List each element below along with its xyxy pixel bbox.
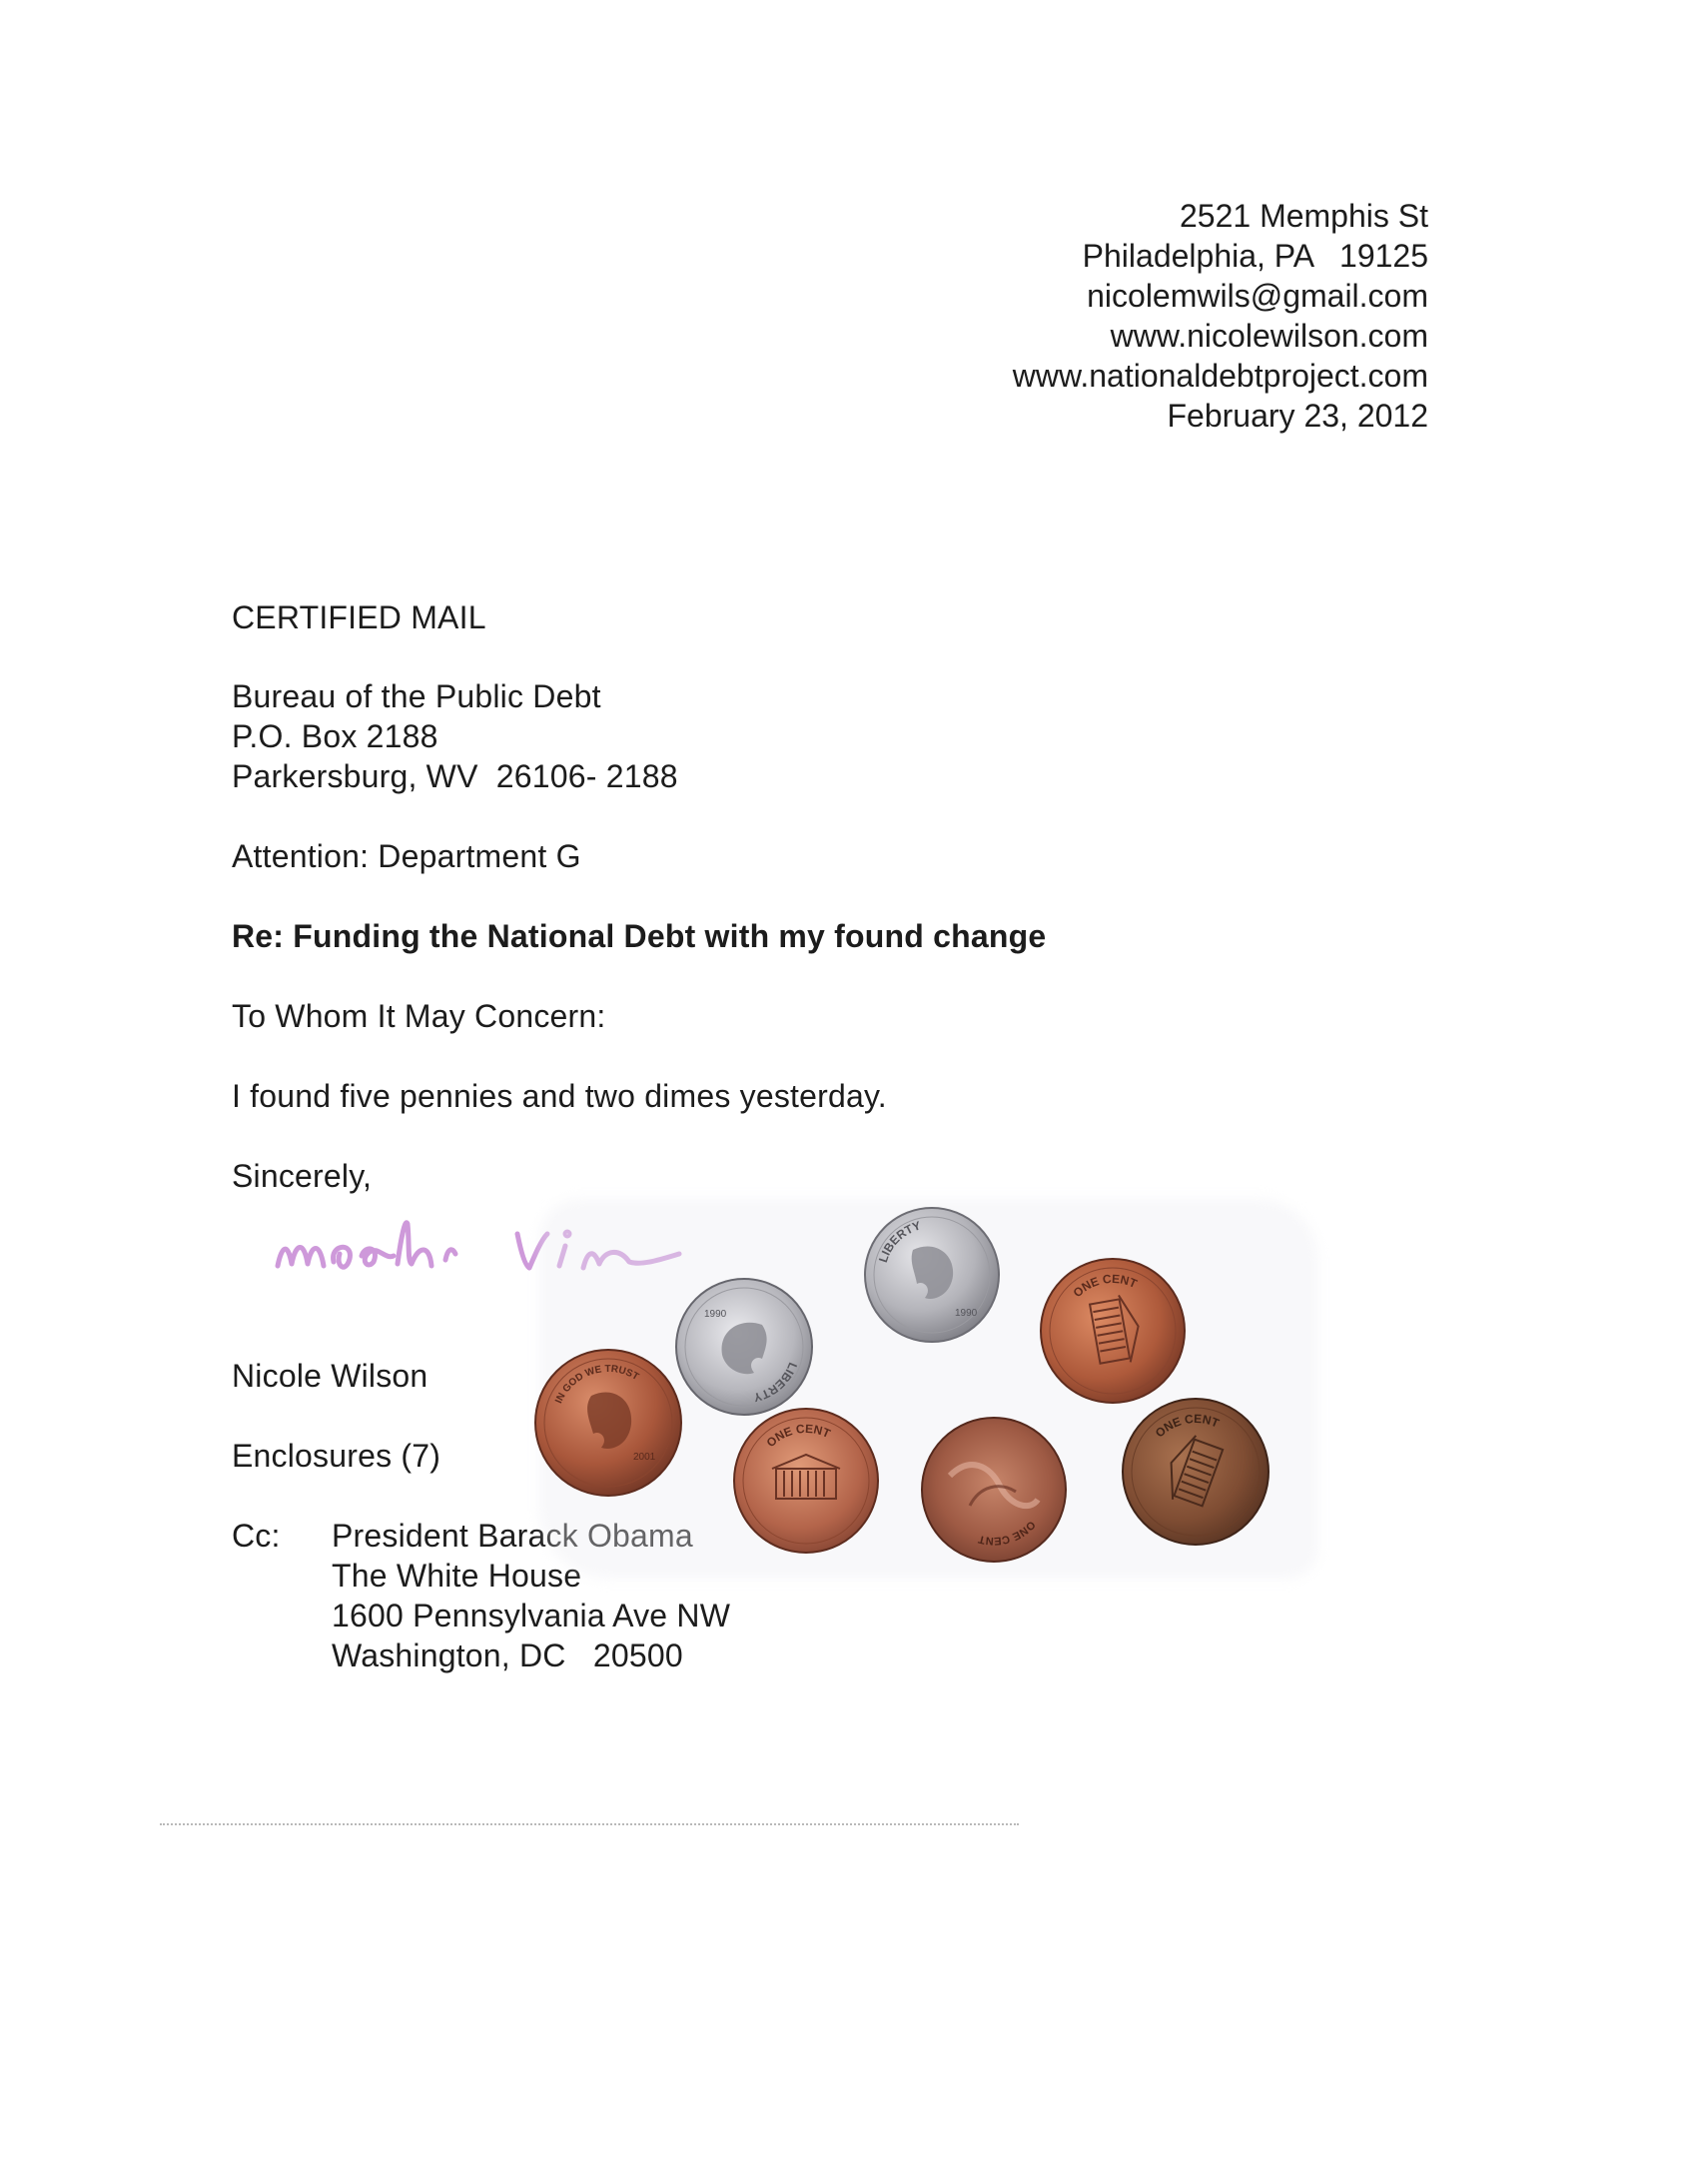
footer-divider	[160, 1823, 1019, 1825]
penny-coin	[1039, 1257, 1187, 1405]
salutation: To Whom It May Concern:	[232, 998, 606, 1034]
cc-line: The White House	[332, 1558, 582, 1594]
coin-legend: ONE CENT	[1070, 1271, 1140, 1301]
attention-line: Attention: Department G	[232, 838, 581, 874]
coin-legend: LIBERTY	[751, 1360, 800, 1405]
sender-website-2: www.nationaldebtproject.com	[1012, 358, 1428, 394]
cc-line: President Barack Obama	[332, 1518, 693, 1554]
sender-address-block	[1013, 196, 1428, 436]
penny-coin	[1121, 1397, 1270, 1547]
coin-year: 2001	[633, 1452, 656, 1463]
mailing-method: CERTIFIED MAIL	[232, 599, 486, 635]
coin-legend: IN GOD WE TRUST	[553, 1363, 641, 1406]
sender-email: nicolemwils@gmail.com	[1087, 278, 1428, 314]
coin-legend: ONE CENT	[1152, 1411, 1222, 1441]
penny-coin	[533, 1348, 683, 1498]
coin-legend: ONE CENT	[977, 1518, 1038, 1548]
sender-city: Philadelphia, PA 19125	[1082, 238, 1428, 274]
cc-line: Washington, DC 20500	[332, 1638, 683, 1673]
sender-street: 2521 Memphis St	[1179, 198, 1428, 234]
recipient-box: P.O. Box 2188	[232, 718, 438, 754]
enclosures-line: Enclosures (7)	[232, 1438, 441, 1474]
closing: Sincerely,	[232, 1158, 373, 1194]
penny-coin	[920, 1416, 1068, 1564]
penny-coin	[732, 1407, 880, 1555]
dime-coin	[674, 1277, 814, 1417]
cc-line: 1600 Pennsylvania Ave NW	[332, 1598, 731, 1634]
subject-line: Re: Funding the National Debt with my found change	[232, 918, 1047, 954]
letter-date: February 23, 2012	[1167, 398, 1428, 434]
dime-coin	[863, 1206, 1001, 1344]
coin-legend: ONE CENT	[763, 1421, 833, 1451]
recipient-name: Bureau of the Public Debt	[232, 678, 601, 714]
coin-year: 1990	[704, 1309, 727, 1320]
recipient-city: Parkersburg, WV 26106- 2188	[232, 758, 678, 794]
sender-website-1: www.nicolewilson.com	[1110, 318, 1428, 354]
coin-legend: LIBERTY	[875, 1218, 923, 1265]
coin-year: 1990	[955, 1308, 978, 1319]
cc-label: Cc:	[232, 1518, 281, 1554]
signer-name: Nicole Wilson	[232, 1358, 428, 1394]
body-paragraph: I found five pennies and two dimes yesterday.	[232, 1078, 887, 1114]
